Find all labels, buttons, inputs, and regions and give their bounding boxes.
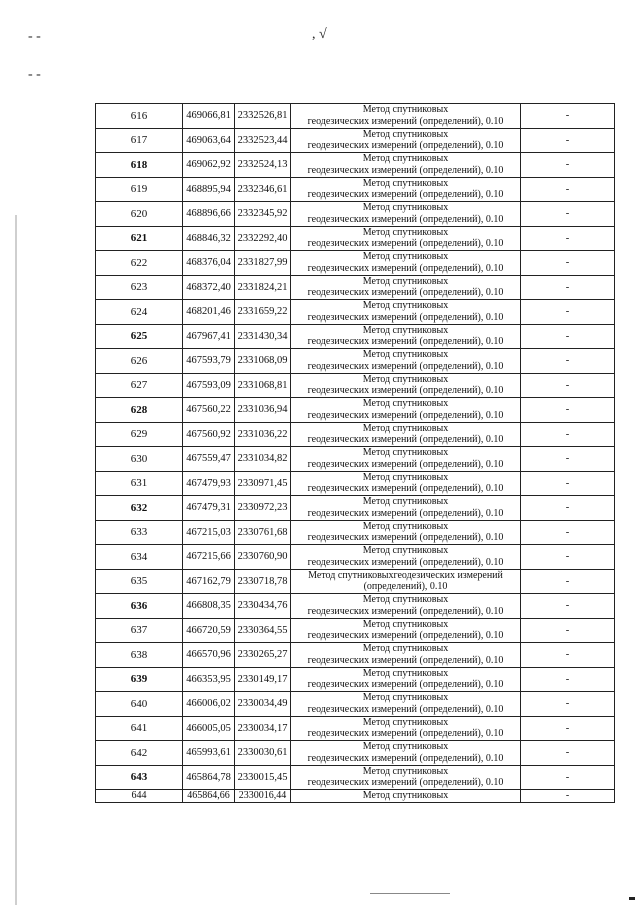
- x-coordinate-cell: 468372,40: [183, 275, 235, 300]
- method-cell: [291, 251, 521, 276]
- method-line-2: геодезических измерений (определений), 0.10: [307, 507, 504, 519]
- note-cell: -: [521, 716, 615, 741]
- method-line-2: геодезических измерений (определений), 0.10: [307, 605, 504, 617]
- point-number-cell: 619: [96, 177, 183, 202]
- x-coordinate-cell: 467215,66: [183, 545, 235, 570]
- point-number-cell: 622: [96, 251, 183, 276]
- method-line-1: Метод спутниковых: [362, 447, 449, 459]
- point-number-cell: 636: [96, 594, 183, 619]
- point-number-cell: 637: [96, 618, 183, 643]
- x-coordinate-cell: 469062,92: [183, 153, 235, 178]
- y-coordinate-cell: 2331034,82: [235, 447, 291, 472]
- method-cell: [291, 716, 521, 741]
- method-line-2: геодезических измерений (определений), 0.10: [307, 458, 504, 470]
- x-coordinate-cell: 466570,96: [183, 643, 235, 668]
- x-coordinate-cell: 469066,81: [183, 104, 235, 129]
- method-line-1: Метод спутниковых: [362, 202, 449, 214]
- note-cell: -: [521, 765, 615, 790]
- table-row: [96, 496, 615, 521]
- method-line-1: Метод спутниковых: [362, 765, 449, 777]
- y-coordinate-cell: 2330761,68: [235, 520, 291, 545]
- point-number-cell: 626: [96, 349, 183, 374]
- table-row: [96, 692, 615, 717]
- note-cell: -: [521, 447, 615, 472]
- method-cell: [291, 594, 521, 619]
- table-row: [96, 618, 615, 643]
- method-line-1: Метод спутниковых: [362, 520, 449, 532]
- note-cell: -: [521, 618, 615, 643]
- method-line-2: геодезических измерений (определений), 0.10: [307, 115, 504, 127]
- method-line-2: геодезических измерений (определений), 0.10: [307, 164, 504, 176]
- x-coordinate-cell: 466005,05: [183, 716, 235, 741]
- point-number-cell: 632: [96, 496, 183, 521]
- method-cell: [291, 128, 521, 153]
- y-coordinate-cell: 2330016,44: [235, 790, 291, 803]
- method-cell: [291, 226, 521, 251]
- method-line-1: Метод спутниковых: [362, 594, 449, 606]
- point-number-cell: 625: [96, 324, 183, 349]
- table-row: [96, 251, 615, 276]
- method-cell: [291, 667, 521, 692]
- method-line-1: Метод спутниковых: [362, 716, 449, 728]
- table-row: [96, 471, 615, 496]
- y-coordinate-cell: 2330034,17: [235, 716, 291, 741]
- method-cell: [291, 692, 521, 717]
- method-line-2: геодезических измерений (определений), 0.10: [307, 630, 504, 642]
- method-line-1: Метод спутниковых: [362, 741, 449, 753]
- scan-artifact-mark: , √: [312, 27, 327, 42]
- note-cell: -: [521, 324, 615, 349]
- method-line-1: Метод спутниковых: [362, 545, 449, 557]
- footer-rule: [370, 893, 450, 894]
- method-line-2: (определений), 0.10: [363, 581, 448, 593]
- method-line-2: геодезических измерений (определений), 0.10: [307, 777, 504, 789]
- method-cell: [291, 447, 521, 472]
- x-coordinate-cell: 467479,93: [183, 471, 235, 496]
- x-coordinate-cell: 467559,47: [183, 447, 235, 472]
- point-number-cell: 643: [96, 765, 183, 790]
- point-number-cell: 629: [96, 422, 183, 447]
- x-coordinate-cell: 466808,35: [183, 594, 235, 619]
- note-cell: -: [521, 398, 615, 423]
- method-line-2: геодезических измерений (определений), 0.10: [307, 556, 504, 568]
- method-cell: [291, 202, 521, 227]
- method-line-1: Метод спутниковых: [362, 275, 449, 287]
- table-row: [96, 667, 615, 692]
- table-row: [96, 398, 615, 423]
- point-number-cell: 644: [96, 790, 183, 803]
- method-line-1: Метод спутниковых: [362, 373, 449, 385]
- y-coordinate-cell: 2330149,17: [235, 667, 291, 692]
- method-cell: [291, 275, 521, 300]
- table-row: [96, 716, 615, 741]
- table-row: [96, 520, 615, 545]
- point-number-cell: 624: [96, 300, 183, 325]
- method-cell: [291, 643, 521, 668]
- scan-artifact-mark: - -: [28, 29, 41, 44]
- method-cell: [291, 569, 521, 594]
- y-coordinate-cell: 2332345,92: [235, 202, 291, 227]
- note-cell: -: [521, 643, 615, 668]
- note-cell: -: [521, 128, 615, 153]
- x-coordinate-cell: 469063,64: [183, 128, 235, 153]
- y-coordinate-cell: 2331036,94: [235, 398, 291, 423]
- note-cell: -: [521, 153, 615, 178]
- note-cell: -: [521, 104, 615, 129]
- table-row: [96, 349, 615, 374]
- method-cell: [291, 373, 521, 398]
- method-line-2: геодезических измерений (определений), 0.10: [307, 409, 504, 421]
- method-line-2: геодезических измерений (определений), 0.10: [307, 262, 504, 274]
- coordinates-table-body: [96, 104, 615, 803]
- table-row: [96, 790, 615, 803]
- y-coordinate-cell: 2332526,81: [235, 104, 291, 129]
- method-line-2: геодезических измерений (определений), 0.10: [307, 752, 504, 764]
- y-coordinate-cell: 2330034,49: [235, 692, 291, 717]
- scan-artifact-mark: - -: [28, 67, 41, 82]
- method-cell: [291, 153, 521, 178]
- y-coordinate-cell: 2332523,44: [235, 128, 291, 153]
- table-row: [96, 594, 615, 619]
- table-row: [96, 275, 615, 300]
- method-line-2: геодезических измерений (определений), 0.10: [307, 385, 504, 397]
- y-coordinate-cell: 2330718,78: [235, 569, 291, 594]
- method-line-1: Метод спутниковых: [362, 667, 449, 679]
- x-coordinate-cell: 466353,95: [183, 667, 235, 692]
- x-coordinate-cell: 468376,04: [183, 251, 235, 276]
- method-cell: [291, 300, 521, 325]
- method-line-1: Метод спутниковых: [362, 422, 449, 434]
- point-number-cell: 618: [96, 153, 183, 178]
- table-row: [96, 128, 615, 153]
- point-number-cell: 642: [96, 741, 183, 766]
- point-number-cell: 621: [96, 226, 183, 251]
- point-number-cell: 623: [96, 275, 183, 300]
- method-line-2: геодезических измерений (определений), 0.10: [307, 311, 504, 323]
- method-line-1: Метод спутниковых: [362, 128, 449, 140]
- point-number-cell: 617: [96, 128, 183, 153]
- x-coordinate-cell: 467162,79: [183, 569, 235, 594]
- note-cell: -: [521, 202, 615, 227]
- method-line-1: Метод спутниковых: [362, 618, 449, 630]
- method-line-1: Метод спутниковых: [362, 643, 449, 655]
- note-cell: -: [521, 520, 615, 545]
- note-cell: -: [521, 422, 615, 447]
- point-number-cell: 640: [96, 692, 183, 717]
- method-cell: [291, 496, 521, 521]
- table-row: [96, 373, 615, 398]
- coordinates-table: [95, 103, 615, 803]
- method-cell: [291, 790, 521, 803]
- note-cell: -: [521, 471, 615, 496]
- method-cell: [291, 471, 521, 496]
- method-cell: [291, 618, 521, 643]
- method-line-2: геодезических измерений (определений), 0.10: [307, 679, 504, 691]
- y-coordinate-cell: 2331824,21: [235, 275, 291, 300]
- method-line-2: геодезических измерений (определений), 0.10: [307, 213, 504, 225]
- method-cell: [291, 520, 521, 545]
- x-coordinate-cell: 468846,32: [183, 226, 235, 251]
- note-cell: -: [521, 373, 615, 398]
- table-row: [96, 226, 615, 251]
- point-number-cell: 627: [96, 373, 183, 398]
- y-coordinate-cell: 2332346,61: [235, 177, 291, 202]
- x-coordinate-cell: 468896,66: [183, 202, 235, 227]
- method-cell: [291, 545, 521, 570]
- table-row: [96, 324, 615, 349]
- method-line-1: Метод спутниковых: [362, 226, 449, 238]
- method-line-1: Метод спутниковых: [362, 324, 449, 336]
- x-coordinate-cell: 466006,02: [183, 692, 235, 717]
- point-number-cell: 630: [96, 447, 183, 472]
- method-line-2: геодезических измерений (определений), 0.10: [307, 238, 504, 250]
- method-line-2: геодезических измерений (определений), 0.10: [307, 703, 504, 715]
- y-coordinate-cell: 2330760,90: [235, 545, 291, 570]
- note-cell: -: [521, 545, 615, 570]
- table-row: [96, 741, 615, 766]
- y-coordinate-cell: 2332524,13: [235, 153, 291, 178]
- y-coordinate-cell: 2331036,22: [235, 422, 291, 447]
- method-line-1: Метод спутниковых: [362, 177, 449, 189]
- x-coordinate-cell: 468895,94: [183, 177, 235, 202]
- note-cell: -: [521, 275, 615, 300]
- table-row: [96, 643, 615, 668]
- scan-artifact-dot: [629, 897, 635, 900]
- point-number-cell: 633: [96, 520, 183, 545]
- point-number-cell: 639: [96, 667, 183, 692]
- y-coordinate-cell: 2331430,34: [235, 324, 291, 349]
- method-line-1: Метод спутниковых: [362, 496, 449, 508]
- table-row: [96, 545, 615, 570]
- method-line-1: Метод спутниковых: [362, 104, 449, 116]
- point-number-cell: 638: [96, 643, 183, 668]
- y-coordinate-cell: 2330030,61: [235, 741, 291, 766]
- point-number-cell: 635: [96, 569, 183, 594]
- table-row: [96, 177, 615, 202]
- note-cell: -: [521, 594, 615, 619]
- point-number-cell: 631: [96, 471, 183, 496]
- method-line-2: геодезических измерений (определений), 0.10: [307, 532, 504, 544]
- method-line-2: геодезических измерений (определений), 0.10: [307, 483, 504, 495]
- x-coordinate-cell: 467593,09: [183, 373, 235, 398]
- method-line-2: геодезических измерений (определений), 0.10: [307, 728, 504, 740]
- x-coordinate-cell: 467215,03: [183, 520, 235, 545]
- method-line-1: Метод спутниковых: [362, 300, 449, 312]
- method-line-2: геодезических измерений (определений), 0.10: [307, 654, 504, 666]
- method-cell: [291, 765, 521, 790]
- note-cell: -: [521, 741, 615, 766]
- note-cell: -: [521, 251, 615, 276]
- y-coordinate-cell: 2330971,45: [235, 471, 291, 496]
- note-cell: -: [521, 349, 615, 374]
- method-line-1: Метод спутниковых: [362, 398, 449, 410]
- table-row: [96, 202, 615, 227]
- x-coordinate-cell: 465864,78: [183, 765, 235, 790]
- x-coordinate-cell: 467967,41: [183, 324, 235, 349]
- method-line-2: геодезических измерений (определений), 0.10: [307, 287, 504, 299]
- method-cell: [291, 741, 521, 766]
- x-coordinate-cell: 467560,22: [183, 398, 235, 423]
- x-coordinate-cell: 465993,61: [183, 741, 235, 766]
- y-coordinate-cell: 2330265,27: [235, 643, 291, 668]
- y-coordinate-cell: 2330015,45: [235, 765, 291, 790]
- table-row: [96, 300, 615, 325]
- note-cell: -: [521, 790, 615, 803]
- method-line-1: Метод спутниковых: [362, 790, 449, 801]
- x-coordinate-cell: 467560,92: [183, 422, 235, 447]
- point-number-cell: 641: [96, 716, 183, 741]
- point-number-cell: 628: [96, 398, 183, 423]
- note-cell: -: [521, 692, 615, 717]
- method-line-2: геодезических измерений (определений), 0.10: [307, 434, 504, 446]
- table-row: [96, 153, 615, 178]
- x-coordinate-cell: 467593,79: [183, 349, 235, 374]
- x-coordinate-cell: 466720,59: [183, 618, 235, 643]
- point-number-cell: 620: [96, 202, 183, 227]
- method-cell: [291, 324, 521, 349]
- y-coordinate-cell: 2331068,09: [235, 349, 291, 374]
- y-coordinate-cell: 2330364,55: [235, 618, 291, 643]
- y-coordinate-cell: 2331827,99: [235, 251, 291, 276]
- table-row: [96, 765, 615, 790]
- y-coordinate-cell: 2331068,81: [235, 373, 291, 398]
- method-cell: [291, 422, 521, 447]
- note-cell: -: [521, 300, 615, 325]
- point-number-cell: 634: [96, 545, 183, 570]
- table-row: [96, 447, 615, 472]
- point-number-cell: 616: [96, 104, 183, 129]
- note-cell: -: [521, 496, 615, 521]
- method-line-2: геодезических измерений (определений), 0.10: [307, 336, 504, 348]
- method-line-1: Метод спутниковыхгеодезических измерений: [308, 569, 503, 581]
- method-line-2: геодезических измерений (определений), 0.10: [307, 189, 504, 201]
- x-coordinate-cell: 465864,66: [183, 790, 235, 803]
- method-line-1: Метод спутниковых: [362, 471, 449, 483]
- scan-edge-shadow: [15, 215, 17, 905]
- method-cell: [291, 177, 521, 202]
- method-line-1: Метод спутниковых: [362, 251, 449, 263]
- method-line-1: Метод спутниковых: [362, 349, 449, 361]
- table-row: [96, 569, 615, 594]
- x-coordinate-cell: 467479,31: [183, 496, 235, 521]
- y-coordinate-cell: 2330972,23: [235, 496, 291, 521]
- note-cell: -: [521, 667, 615, 692]
- note-cell: -: [521, 569, 615, 594]
- note-cell: -: [521, 177, 615, 202]
- method-cell: [291, 398, 521, 423]
- method-line-1: Метод спутниковых: [362, 692, 449, 704]
- table-row: [96, 422, 615, 447]
- method-line-1: Метод спутниковых: [362, 153, 449, 165]
- method-cell: [291, 349, 521, 374]
- x-coordinate-cell: 468201,46: [183, 300, 235, 325]
- note-cell: -: [521, 226, 615, 251]
- table-row: [96, 104, 615, 129]
- method-line-2: геодезических измерений (определений), 0.10: [307, 360, 504, 372]
- y-coordinate-cell: 2332292,40: [235, 226, 291, 251]
- method-cell: [291, 104, 521, 129]
- y-coordinate-cell: 2330434,76: [235, 594, 291, 619]
- y-coordinate-cell: 2331659,22: [235, 300, 291, 325]
- method-line-2: геодезических измерений (определений), 0.10: [307, 140, 504, 152]
